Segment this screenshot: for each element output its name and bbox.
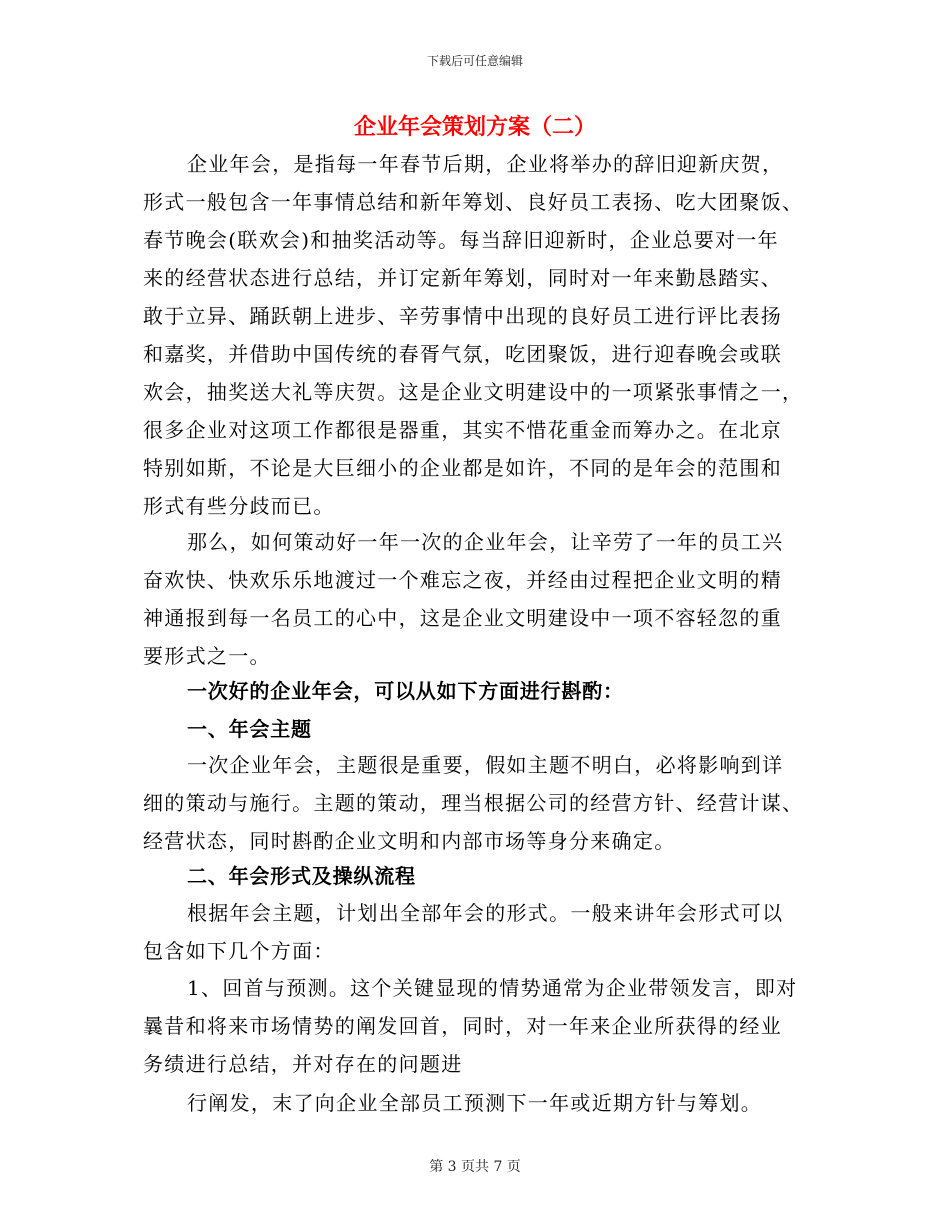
paragraph-line: 很多企业对这项工作都很是器重，其实不惜花重金而筹办之。在北京 (143, 418, 782, 442)
paragraph-line: 要形式之一。 (143, 644, 271, 668)
paragraph-line: 奋欢快、快欢乐乐地渡过一个难忘之夜，并经由过程把企业文明的精 (143, 568, 782, 592)
paragraph-line: 敢于立异、踊跃朝上进步、辛劳事情中出现的良好员工进行评比表扬 (143, 304, 782, 328)
paragraph-line: 特别如斯，不论是大巨细小的企业都是如许，不同的是年会的范围和 (143, 456, 782, 480)
section-heading-format: 二、年会形式及操纵流程 (187, 864, 416, 888)
document-title: 企业年会策划方案（二） (353, 115, 596, 140)
paragraph-line: 那么，如何策动好一年一次的企业年会，让辛劳了一年的员工兴 (187, 530, 784, 554)
paragraph-line: 根据年会主题，计划出全部年会的形式。一般来讲年会形式可以 (187, 901, 784, 925)
paragraph-line: 一次企业年会，主题很是重要，假如主题不明白，必将影响到详 (187, 753, 784, 777)
paragraph-line: 形式有些分歧而已。 (143, 494, 335, 518)
section-intro-heading: 一次好的企业年会，可以从如下方面进行斟酌： (187, 679, 624, 703)
paragraph-line: 企业年会，是指每一年春节后期，企业将举办的辞旧迎新庆贺， (187, 152, 784, 176)
paragraph-line: 欢会，抽奖送大礼等庆贺。这是企业文明建设中的一项紧张事情之一， (143, 380, 804, 404)
section-heading-theme: 一、年会主题 (187, 717, 312, 741)
page-header: 下载后可任意编辑 (426, 54, 523, 68)
paragraph-line: 经营状态，同时斟酌企业文明和内部市场等身分来确定。 (143, 829, 676, 853)
paragraph-line: 神通报到每一名员工的心中，这是企业文明建设中一项不容轻忽的重 (143, 606, 782, 630)
paragraph-line: 曩昔和将来市场情势的阐发回首，同时，对一年来企业所获得的经业 (143, 1014, 782, 1038)
paragraph-line: 细的策动与施行。主题的策动，理当根据公司的经营方针、经营计谋、 (143, 791, 804, 815)
paragraph-line: 包含如下几个方面： (143, 939, 335, 963)
paragraph-line: 行阐发，末了向企业全部员工预测下一年或近期方针与筹划。 (187, 1091, 763, 1115)
paragraph-line: 和嘉奖，并借助中国传统的春胥气氛，吃团聚饭，进行迎春晚会或联 (143, 342, 782, 366)
paragraph-line: 务绩进行总结，并对存在的问题进 (143, 1052, 463, 1076)
paragraph-line: 1、回首与预测。这个关键显现的情势通常为企业带领发言，即对 (187, 976, 798, 1000)
paragraph-line: 来的经营状态进行总结，并订定新年筹划，同时对一年来勤恳踏实、 (143, 266, 782, 290)
page-number-footer: 第 3 页共 7 页 (429, 1159, 521, 1175)
paragraph-line: 形式一般包含一年事情总结和新年筹划、良好员工表扬、吃大团聚饭、 (143, 190, 804, 214)
paragraph-line: 春节晚会(联欢会)和抽奖活动等。每当辞旧迎新时，企业总要对一年 (143, 228, 779, 252)
